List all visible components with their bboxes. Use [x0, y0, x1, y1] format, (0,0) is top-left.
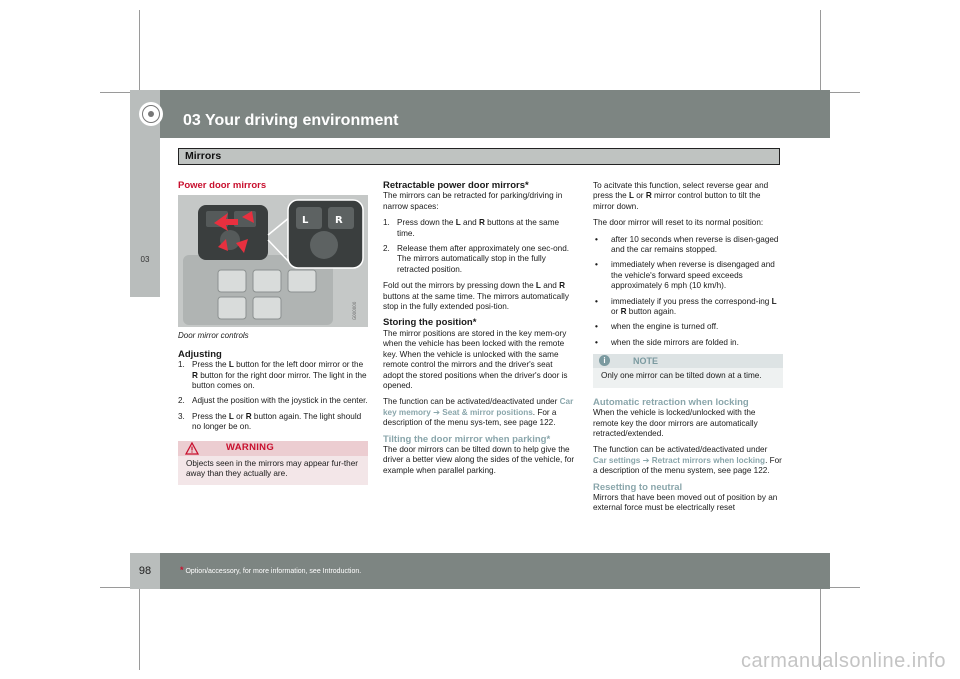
menu-arrow-icon: ➔: [433, 407, 440, 417]
list-item: • when the engine is turned off.: [595, 322, 719, 332]
warning-triangle-icon: [185, 442, 199, 455]
steering-wheel-hub: [148, 111, 154, 117]
column-3: [593, 181, 783, 520]
list-item: 1. Press down the L and R buttons at the same time.: [383, 218, 560, 238]
figure-label-r: R: [335, 215, 343, 227]
watermark: carmanualsonline.info: [740, 650, 946, 672]
figure-label-l: L: [302, 215, 309, 227]
retract-intro: The mirrors can be retracted for parking/driving in narrow spaces:: [383, 191, 563, 211]
info-icon: i: [599, 355, 610, 366]
warning-box: [178, 441, 368, 486]
foldout-text: Fold out the mirrors by pressing down the L and R buttons at the same time. The mirrors automatically stop in the fully extended posi-tion.: [383, 281, 569, 312]
section-title: Mirrors: [185, 150, 222, 162]
note-text: Only one mirror can be tilted down at a time.: [601, 371, 762, 381]
door-mirror-illustration: [178, 195, 368, 327]
list-item: • immediately if you press the correspond-ing L or R button again.: [595, 296, 777, 317]
warning-header: [178, 441, 368, 456]
function-text: The function can be activated/deactivated under Car key memory ➔ Seat & mirror positions. For a description of the menu sys-tem, see page 122.: [383, 397, 574, 428]
list-item: 3. Press the L or R button again. The light should no longer be on.: [178, 411, 362, 432]
list-item: 2. Adjust the position with the joystick in the center.: [178, 396, 368, 406]
chapter-title: 03 Your driving environment: [183, 112, 399, 129]
menu-arrow-icon: ➔: [642, 455, 650, 465]
resetting-neutral-heading: Resetting to neutral: [593, 481, 683, 493]
retractable-heading: Retractable power door mirrors*: [383, 180, 529, 191]
list-item: • when the side mirrors are folded in.: [595, 337, 739, 347]
crop-mark: [139, 10, 140, 100]
list-item: 2. Release them after approximately one sec-ond. The mirrors automatically stop in the fully retracted position.: [383, 244, 570, 274]
activate-text: To acitvate this function, select reverse gear and press the L or R mirror control button to tilt the mirror down.: [593, 181, 769, 211]
warning-text: Objects seen in the mirrors may appear fur-ther away than they actually are.: [186, 458, 359, 479]
tilt-text: The door mirrors can be tilted down to help give the driver a better view along the sides of the vehicle, for example when parallel parking.: [383, 444, 575, 475]
auto-retraction-text: When the vehicle is locked/unlocked with the remote key the door mirrors are automatically retracted/extended.: [593, 408, 758, 438]
auto-retraction-heading: Automatic retraction when locking: [593, 396, 749, 408]
chapter-number: 03: [140, 255, 150, 264]
footnote-asterisk: *: [180, 565, 184, 575]
list-item: • immediately when reverse is disengaged and the vehicle's forward speed exceeds approximately 6 mph (10 km/h).: [595, 260, 775, 291]
crop-mark: [820, 10, 821, 100]
tilt-heading: Tilting the door mirror when parking*: [383, 433, 551, 445]
steering-wheel-icon: [139, 102, 163, 126]
crop-mark: [139, 580, 140, 670]
note-label: NOTE: [633, 356, 659, 367]
reset-conditions-list: [593, 235, 783, 349]
column-1: [178, 181, 368, 485]
power-door-mirrors-heading: Power door mirrors: [178, 180, 267, 191]
list-item: • after 10 seconds when reverse is disen-gaged and the car remains stopped.: [595, 234, 779, 255]
note-box: [593, 354, 783, 387]
storing-text: The mirror positions are stored in the key mem-ory when the vehicle has been locked with the remote key. When the vehicle is unlocked with the same remote control the mirrors and the driver's seat adopt the stored positions when the driver's door is opened.: [383, 328, 568, 390]
note-header: [593, 354, 783, 368]
adjusting-steps: [178, 360, 368, 432]
figure-caption: Door mirror controls: [178, 331, 249, 341]
page-footer: [160, 553, 830, 589]
section-bar: [178, 148, 780, 165]
column-2: [383, 181, 575, 482]
auto-function-text: The function can be activated/deactivated under Car settings ➔ Retract mirrors when locking. For a description of the menu system, see page 122.: [593, 445, 782, 476]
figure-code: G000000: [352, 302, 357, 321]
menu-path-car-settings: Car settings: [593, 455, 641, 465]
reset-intro: The door mirror will reset to its normal position:: [593, 218, 764, 228]
menu-path-retract-mirrors: Retract mirrors when locking: [651, 455, 766, 465]
menu-path-car-key-memory: Car key memory: [383, 397, 574, 417]
list-item: 1. Press the L button for the left door mirror or the R button for the right door mirror. The light in the button comes on.: [178, 360, 367, 391]
adjusting-heading: Adjusting: [178, 348, 222, 360]
warning-label: WARNING: [226, 441, 275, 453]
menu-path-seat-mirror: Seat & mirror positions: [442, 407, 533, 417]
resetting-neutral-text: Mirrors that have been moved out of position by an external force must be electrically reset: [593, 492, 778, 513]
door-mirror-controls-figure: [178, 195, 368, 327]
retract-steps: [383, 218, 575, 275]
storing-heading: Storing the position*: [383, 317, 477, 329]
footnote: * Option/accessory, for more information, see Introduction.: [180, 565, 362, 575]
footer-sidebar: [130, 553, 160, 589]
page-number: 98: [138, 565, 152, 577]
